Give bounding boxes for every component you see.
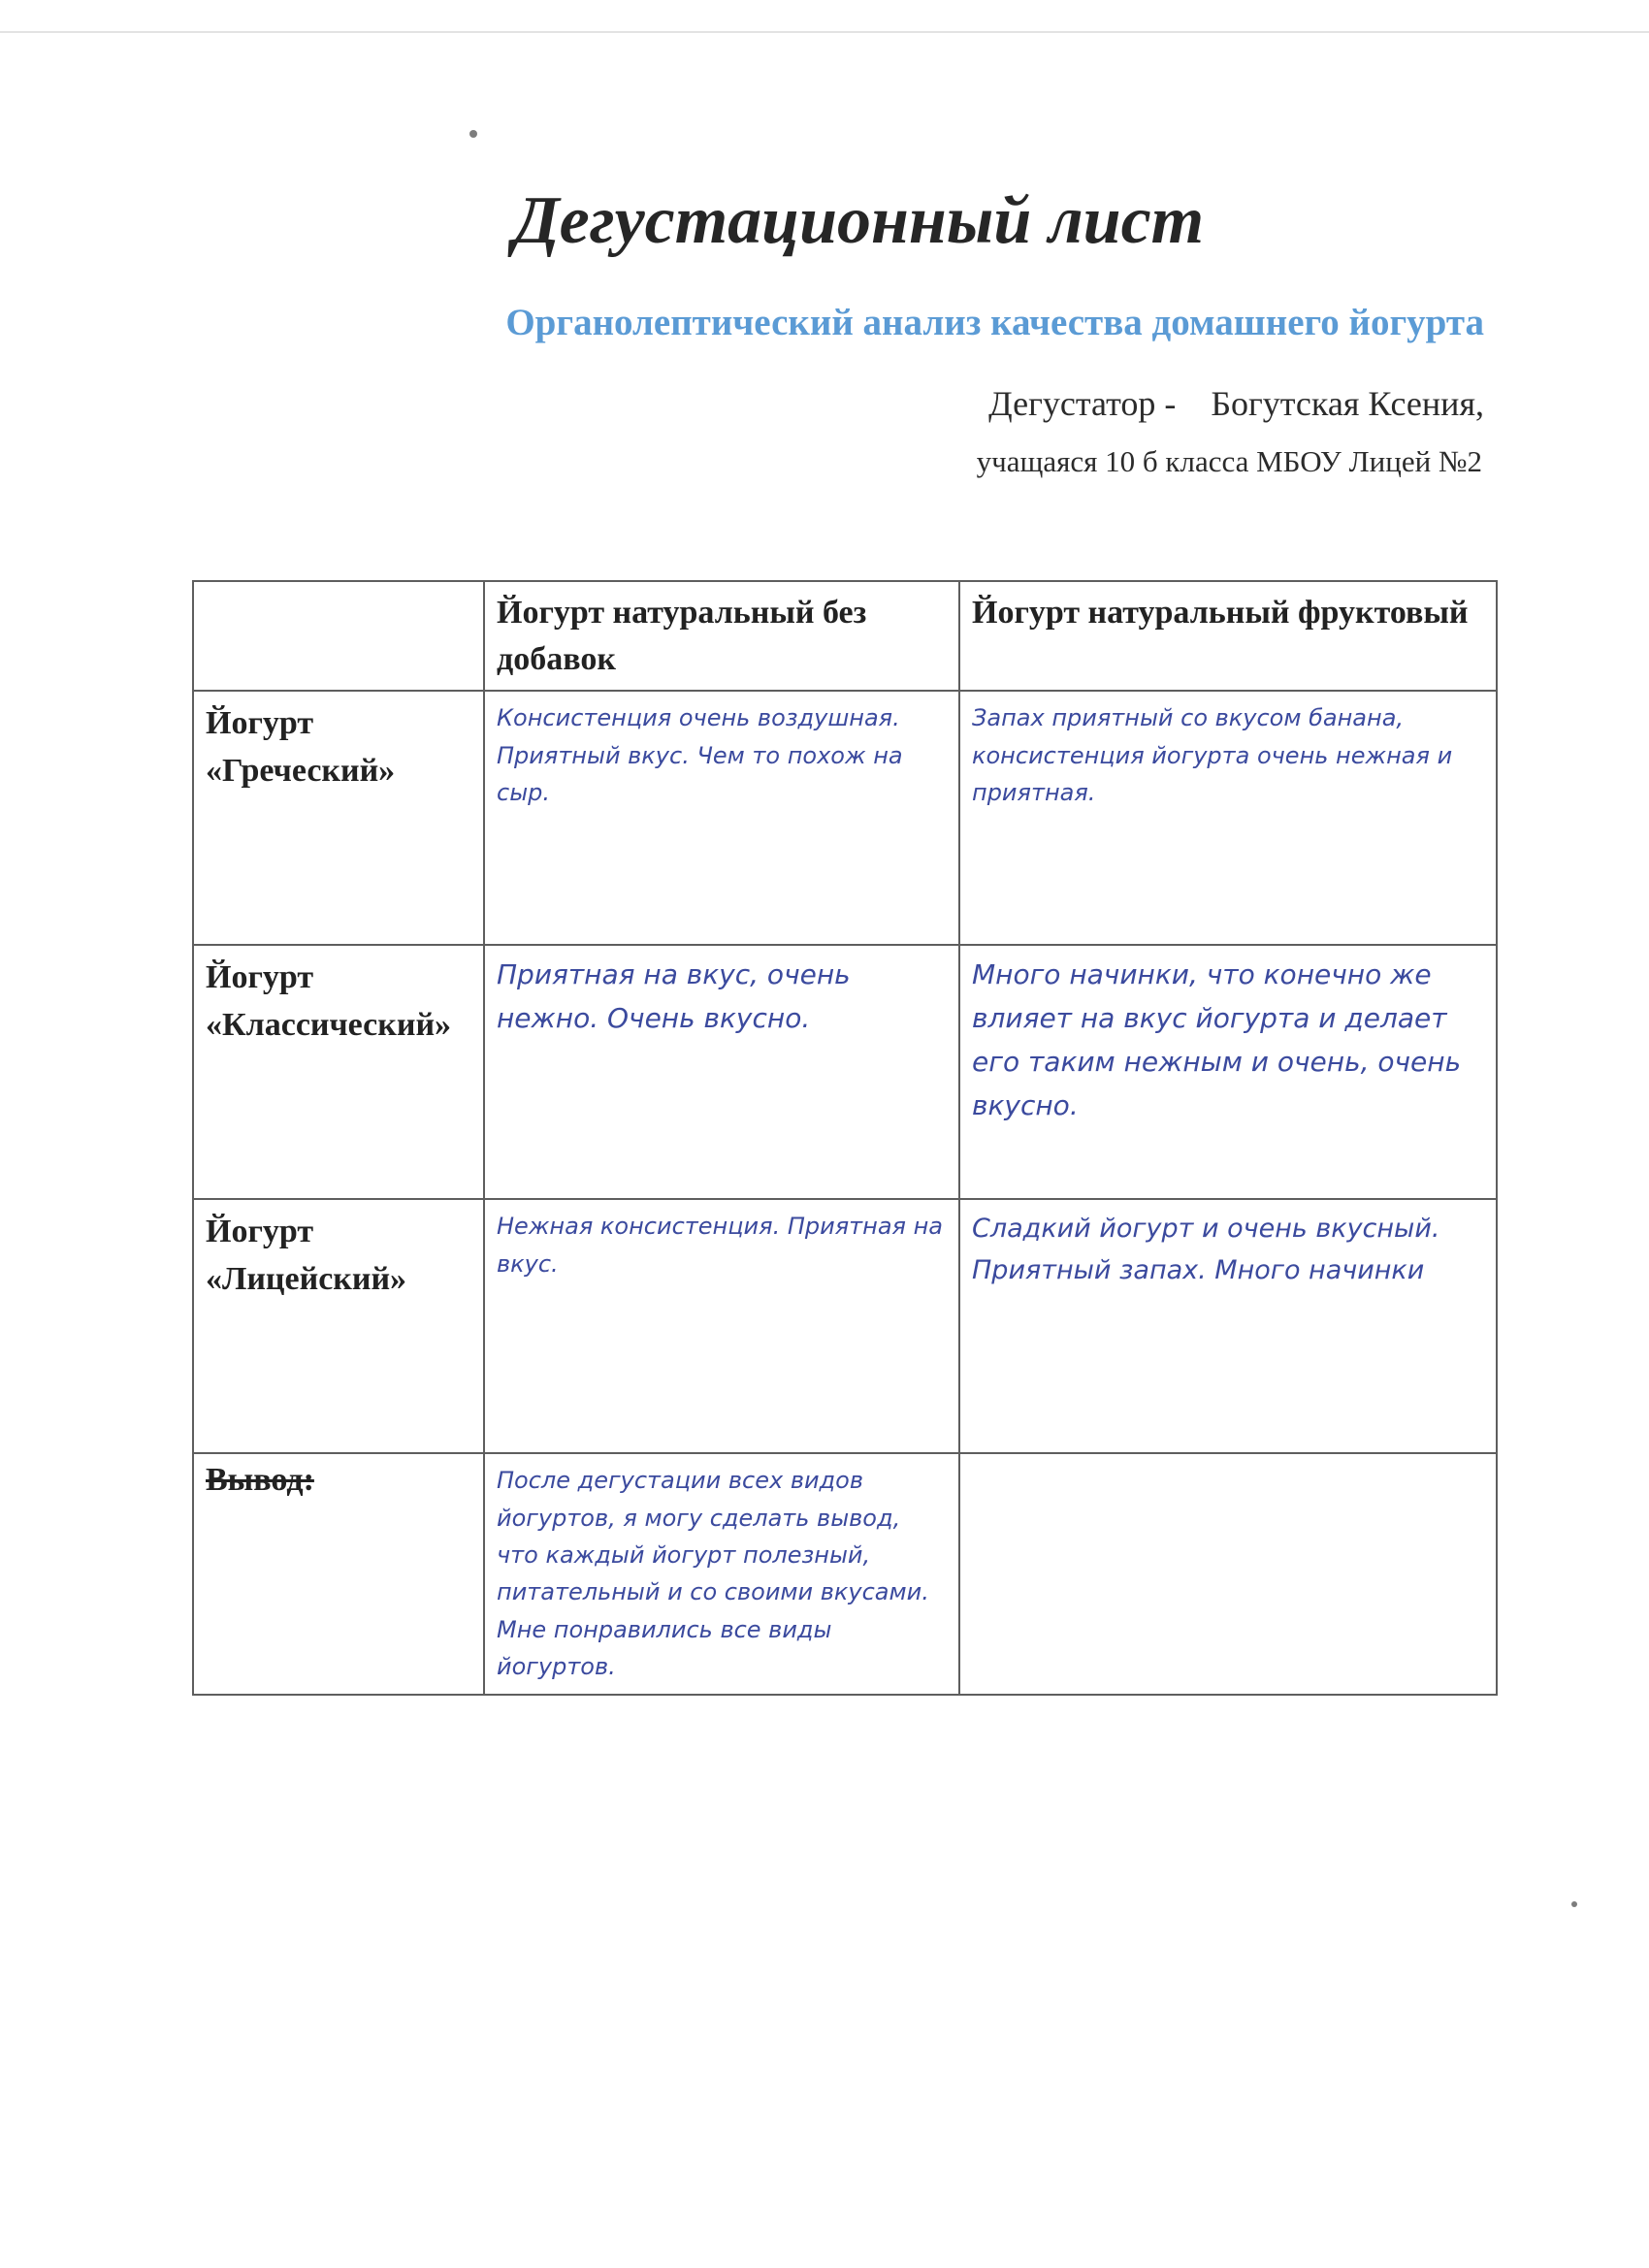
row-label-greek — [193, 691, 484, 945]
conclusion-note: После дегустации всех видов йогуртов, я могу сделать вывод, что каждый йогурт полезный, питательный и со своими вкусами. Мне понравились все виды йогуртов. — [484, 1453, 959, 1694]
column-header-plain: Йогурт натуральный без добавок — [484, 581, 959, 691]
table-row — [193, 691, 1497, 945]
scan-speck — [1571, 1901, 1577, 1907]
row-label-line: «Лицейский» — [206, 1261, 407, 1298]
tasting-table — [192, 580, 1498, 1696]
handwritten-note: Сладкий йогурт и очень вкусный. Приятный запах. Много начинки — [959, 1199, 1497, 1453]
table-row — [193, 1199, 1497, 1453]
conclusion-row — [193, 1453, 1497, 1694]
student-line: учащаяся 10 б класса МБОУ Лицей №2 — [976, 444, 1482, 478]
row-label-line: Йогурт — [206, 1214, 314, 1250]
row-label-line: «Классический» — [206, 1007, 452, 1044]
scan-speck — [469, 130, 477, 138]
table-header-row — [193, 581, 1497, 691]
taster-line: Дегустатор - Богутская Ксения, — [988, 384, 1484, 423]
row-label-line: Йогурт — [206, 705, 314, 742]
handwritten-note: Консистенция очень воздушная. Приятный вкус. Чем то похож на сыр. — [484, 691, 959, 945]
handwritten-note: Много начинки, что конечно же влияет на вкус йогурта и делает его таким нежным и очень, очень вкусно. — [959, 945, 1497, 1199]
corner-cell — [193, 581, 484, 691]
handwritten-note: Запах приятный со вкусом банана, консистенция йогурта очень нежная и приятная. — [959, 691, 1497, 945]
row-label-classic — [193, 945, 484, 1199]
row-label-line: «Греческий» — [206, 753, 396, 790]
page-subtitle: Органолептический анализ качества домашнего йогурта — [505, 302, 1484, 343]
handwritten-note: Приятная на вкус, очень нежно. Очень вкусно. — [484, 945, 959, 1199]
empty-cell — [959, 1453, 1497, 1694]
row-label-lyceum — [193, 1199, 484, 1453]
handwritten-note: Нежная консистенция. Приятная на вкус. — [484, 1199, 959, 1453]
page-title: Дегустационный лист — [512, 183, 1205, 258]
conclusion-label: Вывод: — [193, 1453, 484, 1694]
column-header-fruit: Йогурт натуральный фруктовый — [959, 581, 1497, 691]
row-label-line: Йогурт — [206, 959, 314, 996]
table-row — [193, 945, 1497, 1199]
scan-edge — [0, 0, 1649, 33]
